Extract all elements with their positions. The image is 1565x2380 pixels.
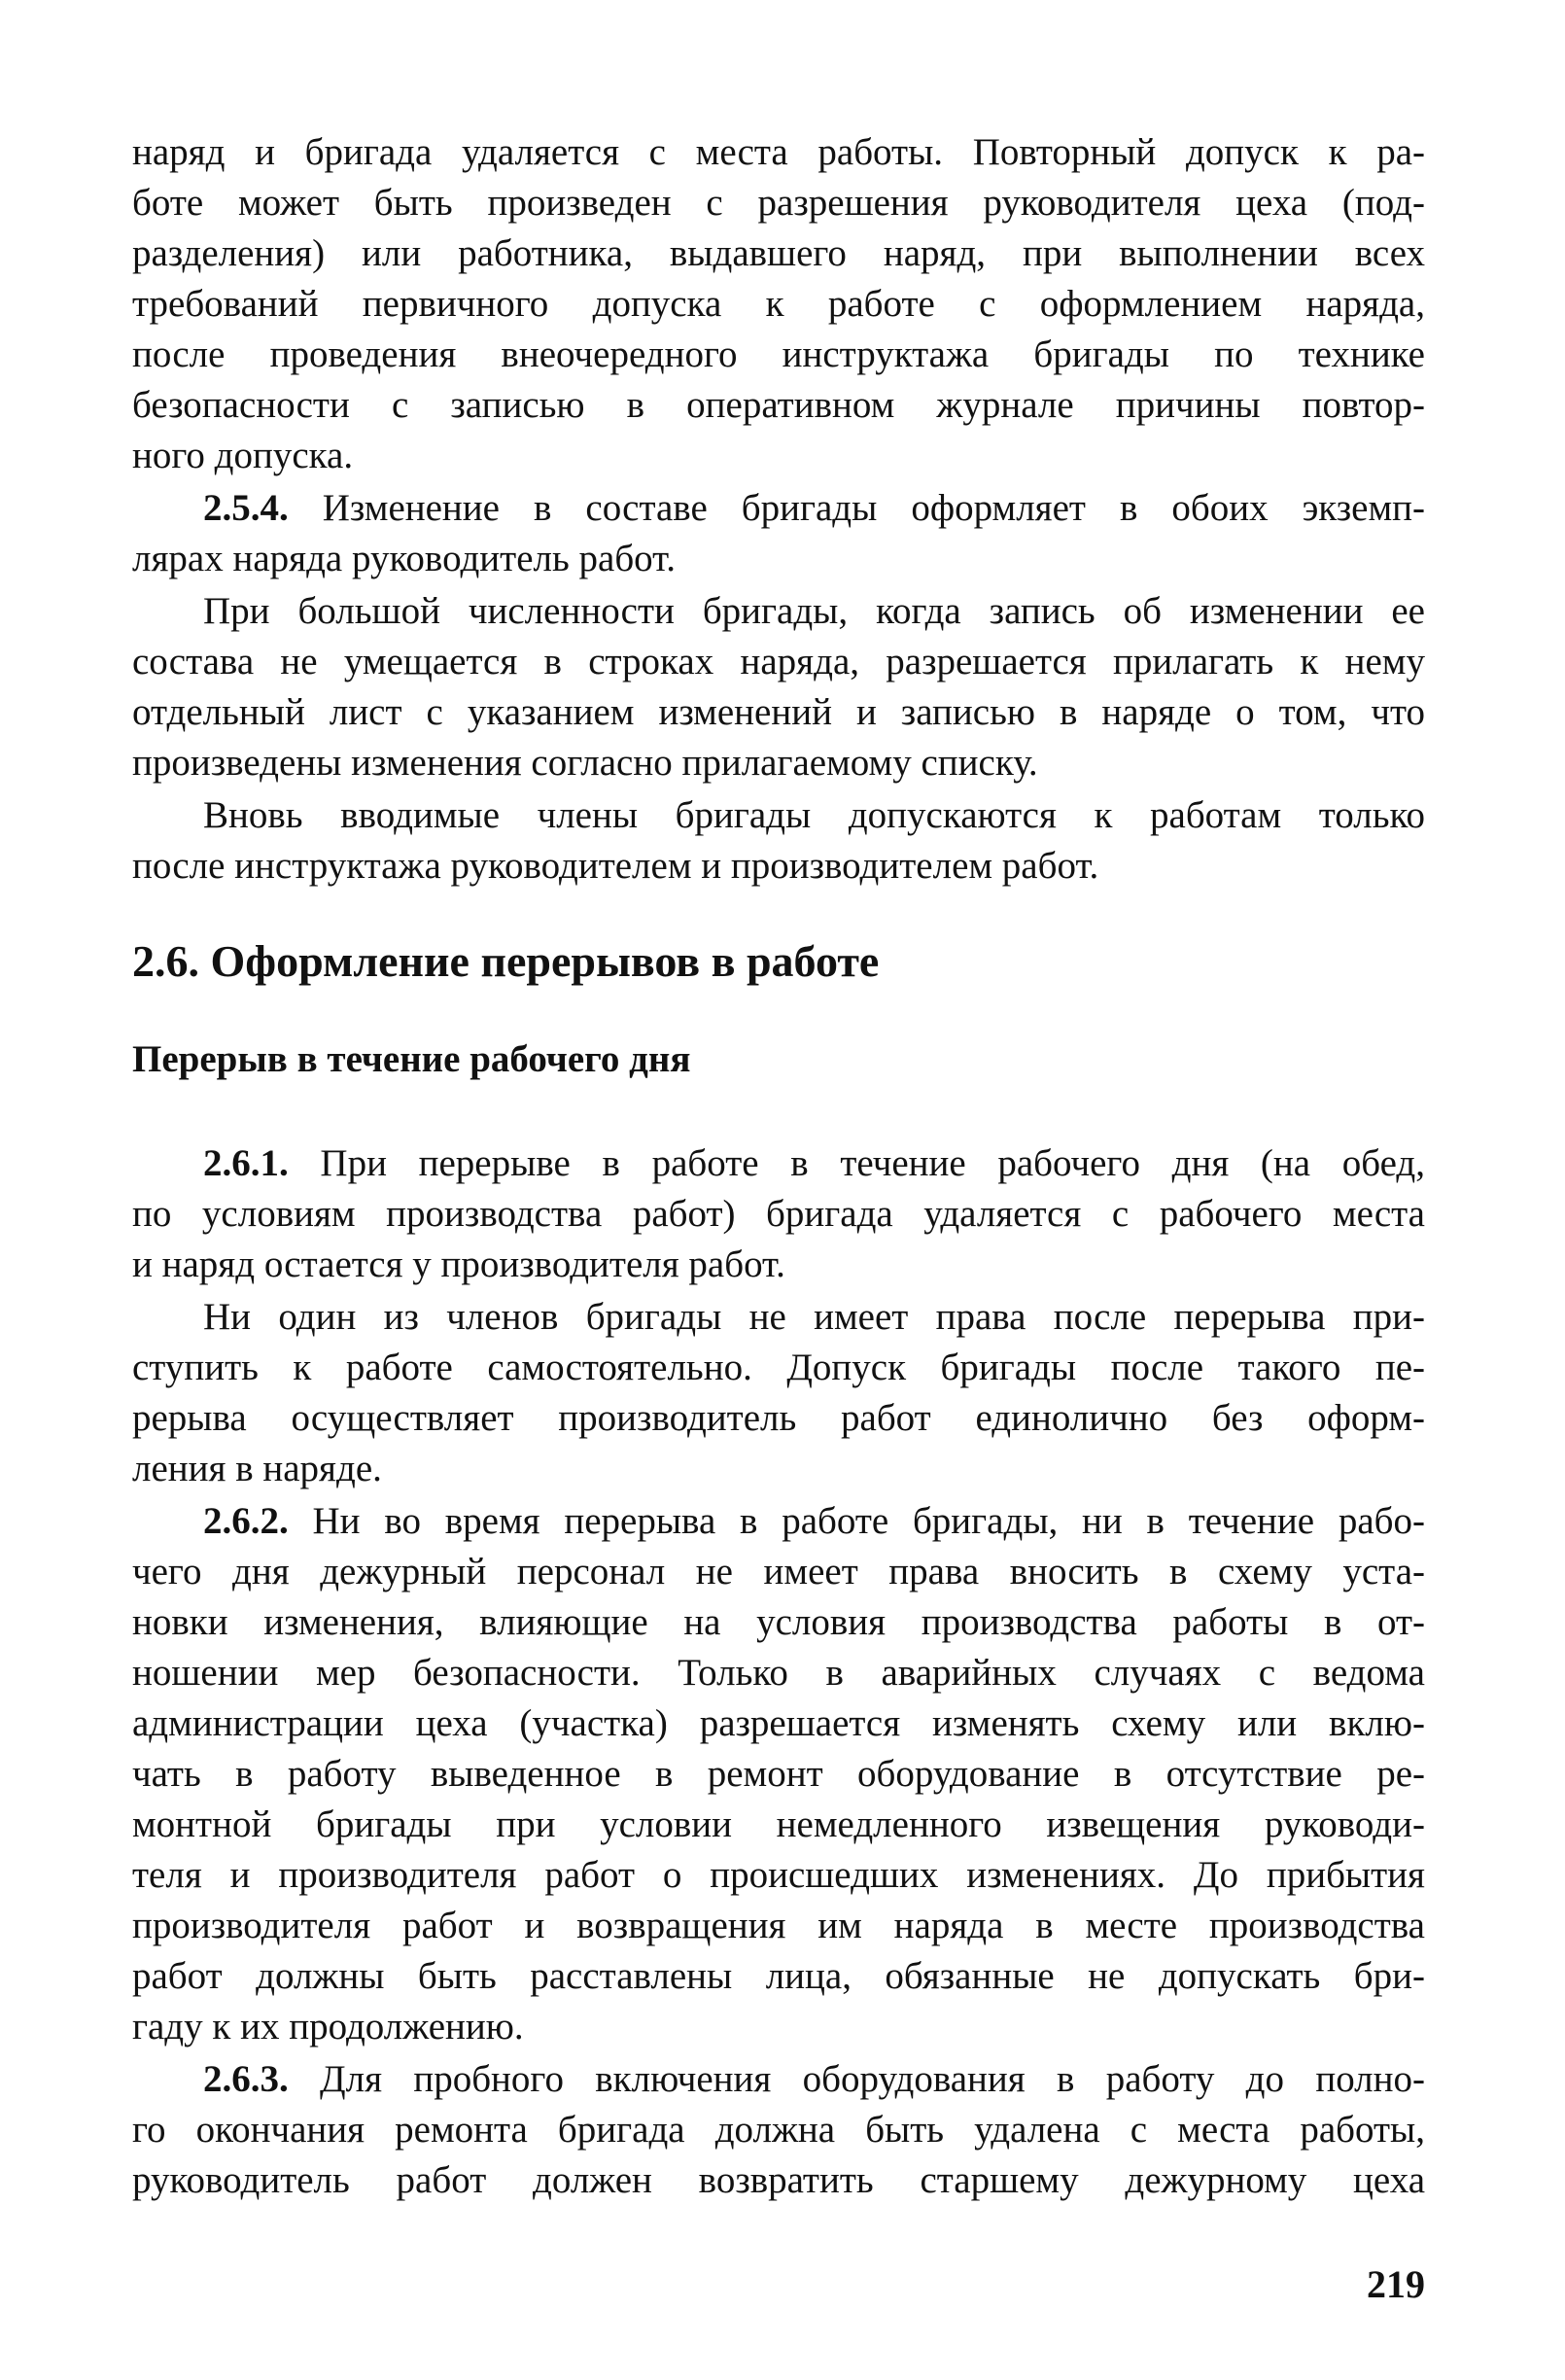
text-line (132, 431, 1425, 481)
page-body (132, 127, 1425, 2206)
clause-number: 2.6.3. (203, 2058, 289, 2100)
text-line (132, 1138, 1425, 1189)
paragraph (132, 790, 1425, 892)
line-text: Ни во время перерыва в работе бригады, ни в течение рабо- (288, 1500, 1425, 1542)
clause-number: 2.5.4. (203, 487, 289, 529)
line-text: При перерыве в работе в течение рабочего дня (на обед, (288, 1142, 1425, 1184)
text-line (132, 1850, 1425, 1901)
text-line (132, 1800, 1425, 1850)
line-text: Ни один из членов бригады не имеет права после перерыва при- (203, 1296, 1425, 1338)
text-line (132, 1648, 1425, 1698)
line-text: разделения) или работника, выдавшего наряд, при выполнении всех (132, 232, 1425, 274)
line-text: работ должны быть расставлены лица, обязанные не допускать бри- (132, 1955, 1425, 1997)
line-text: ношении мер безопасности. Только в аварийных случаях с ведома (132, 1652, 1425, 1694)
text-line (132, 127, 1425, 178)
text-line (132, 178, 1425, 228)
section-heading: 2.6. Оформление перерывов в работе (132, 936, 880, 986)
subsection-heading: Перерыв в течение рабочего дня (132, 1038, 691, 1080)
line-text: руководитель работ должен возвратить старшему дежурному цеха (132, 2159, 1425, 2201)
text-line (132, 2105, 1425, 2155)
text-line (132, 841, 1425, 892)
text-line (132, 1292, 1425, 1343)
line-text: ного допуска. (132, 435, 354, 476)
line-text: новки изменения, влияющие на условия производства работы в от- (132, 1601, 1425, 1643)
line-text: производителя работ и возвращения им наряда в месте производства (132, 1905, 1425, 1946)
text-line (132, 687, 1425, 738)
line-text: гаду к их продолжению. (132, 2006, 524, 2048)
line-text: по условиям производства работ) бригада удаляется с рабочего места (132, 1193, 1425, 1235)
text-line (132, 1698, 1425, 1749)
text-line (132, 534, 1425, 584)
line-text: боте может быть произведен с разрешения руководителя цеха (под- (132, 182, 1425, 224)
paragraph (132, 586, 1425, 788)
line-text: наряд и бригада удаляется с места работы. Повторный допуск к ра- (132, 131, 1425, 173)
text-line (132, 790, 1425, 841)
line-text: рерыва осуществляет производитель работ единолично без оформ- (132, 1397, 1425, 1439)
line-text: теля и производителя работ о происшедших изменениях. До прибытия (132, 1854, 1425, 1896)
line-text: отдельный лист с указанием изменений и записью в наряде о том, что (132, 691, 1425, 733)
text-line (132, 483, 1425, 534)
line-text: и наряд остается у производителя работ. (132, 1243, 785, 1285)
text-line (132, 1189, 1425, 1240)
text-line (132, 586, 1425, 637)
text-line (132, 380, 1425, 431)
text-line (132, 738, 1425, 788)
line-text: безопасности с записью в оперативном журнале причины повтор- (132, 384, 1425, 426)
paragraph (132, 1496, 1425, 2052)
text-line (132, 2002, 1425, 2052)
text-line (132, 1547, 1425, 1597)
text-line (132, 1444, 1425, 1494)
text-line (132, 2155, 1425, 2206)
paragraph (132, 1292, 1425, 1494)
line-text: Изменение в составе бригады оформляет в обоих экземп- (288, 487, 1425, 529)
text-line (132, 228, 1425, 279)
line-text: го окончания ремонта бригада должна быть удалена с места работы, (132, 2109, 1425, 2151)
line-text: Для пробного включения оборудования в работу до полно- (288, 2058, 1425, 2100)
line-text: требований первичного допуска к работе с оформлением наряда, (132, 283, 1425, 325)
line-text: после проведения внеочередного инструктажа бригады по технике (132, 333, 1425, 375)
line-text: после инструктажа руководителем и производителем работ. (132, 845, 1099, 887)
line-text: При большой численности бригады, когда запись об изменении ее (203, 590, 1425, 632)
paragraph (132, 2054, 1425, 2206)
text-line (132, 330, 1425, 380)
paragraph (132, 483, 1425, 584)
line-text: чего дня дежурный персонал не имеет права вносить в схему уста- (132, 1551, 1425, 1592)
text-line (132, 637, 1425, 687)
text-line (132, 1597, 1425, 1648)
text-line (132, 1393, 1425, 1444)
clause-number: 2.6.2. (203, 1500, 289, 1542)
line-text: произведены изменения согласно прилагаемому списку. (132, 742, 1038, 784)
line-text: администрации цеха (участка) разрешается изменять схему или вклю- (132, 1702, 1425, 1744)
text-line (132, 2054, 1425, 2105)
text-line (132, 1496, 1425, 1547)
text-line (132, 1901, 1425, 1951)
line-text: монтной бригады при условии немедленного извещения руководи- (132, 1803, 1425, 1845)
line-text: чать в работу выведенное в ремонт оборудование в отсутствие ре- (132, 1753, 1425, 1795)
line-text: Вновь вводимые члены бригады допускаются к работам только (203, 794, 1425, 836)
line-text: ления в наряде. (132, 1448, 382, 1489)
line-text: лярах наряда руководитель работ. (132, 538, 677, 579)
text-line (132, 1343, 1425, 1393)
text-line (132, 1240, 1425, 1290)
text-line (132, 1749, 1425, 1800)
text-line (132, 1951, 1425, 2002)
line-text: ступить к работе самостоятельно. Допуск бригады после такого пе- (132, 1347, 1425, 1388)
clause-number: 2.6.1. (203, 1142, 289, 1184)
paragraph (132, 1138, 1425, 1290)
line-text: состава не умещается в строках наряда, разрешается прилагать к нему (132, 641, 1425, 682)
page-number: 219 (1367, 2262, 1425, 2306)
paragraph (132, 127, 1425, 481)
text-line (132, 279, 1425, 330)
